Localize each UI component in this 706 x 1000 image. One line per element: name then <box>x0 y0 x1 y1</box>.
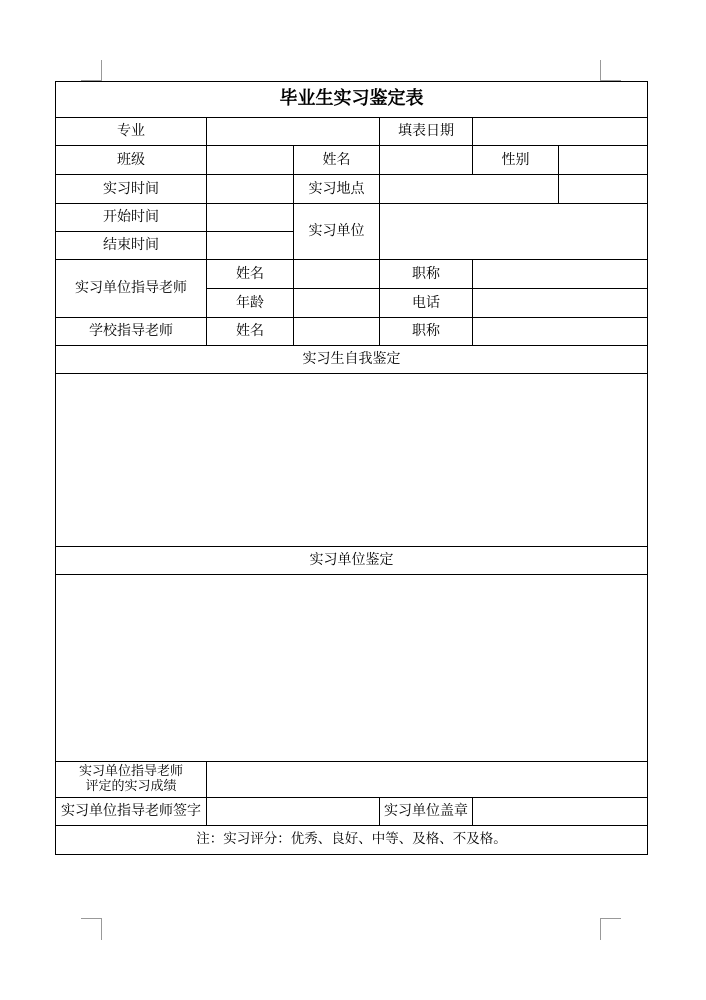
school-advisor-name-field[interactable] <box>294 318 380 346</box>
school-advisor-name-label: 姓名 <box>207 318 294 346</box>
grading-note: 注：实习评分：优秀、良好、中等、及格、不及格。 <box>56 826 648 855</box>
advisor-grade-field[interactable] <box>207 762 648 798</box>
crop-mark-bottom-left-vertical <box>101 918 102 940</box>
crop-mark-bottom-right-horizontal <box>600 918 621 919</box>
advisor-age-label: 年龄 <box>207 289 294 318</box>
intern-location-field[interactable] <box>380 175 559 204</box>
advisor-signature-field[interactable] <box>207 798 380 826</box>
gender-label: 性别 <box>473 146 559 175</box>
crop-mark-top-left-vertical <box>101 60 102 81</box>
advisor-title-field[interactable] <box>473 260 648 289</box>
end-time-label: 结束时间 <box>56 232 207 260</box>
intern-unit-label: 实习单位 <box>294 204 380 260</box>
advisor-signature-label: 实习单位指导老师签字 <box>56 798 207 826</box>
intern-unit-field[interactable] <box>380 204 648 260</box>
crop-mark-bottom-left-horizontal <box>81 918 102 919</box>
intern-time-field[interactable] <box>207 175 294 204</box>
intern-location-extra-field[interactable] <box>559 175 648 204</box>
name-label: 姓名 <box>294 146 380 175</box>
advisor-name-label: 姓名 <box>207 260 294 289</box>
internship-appraisal-form <box>55 81 648 855</box>
school-advisor-label: 学校指导老师 <box>56 318 207 346</box>
fill-date-label: 填表日期 <box>380 118 473 146</box>
unit-advisor-label: 实习单位指导老师 <box>56 260 207 318</box>
major-field[interactable] <box>207 118 380 146</box>
crop-mark-bottom-right-vertical <box>600 918 601 940</box>
advisor-name-field[interactable] <box>294 260 380 289</box>
unit-assessment-area[interactable] <box>56 575 648 762</box>
gender-field[interactable] <box>559 146 648 175</box>
self-assessment-area[interactable] <box>56 374 648 547</box>
start-time-label: 开始时间 <box>56 204 207 232</box>
self-assessment-header: 实习生自我鉴定 <box>56 346 648 374</box>
intern-time-label: 实习时间 <box>56 175 207 204</box>
advisor-grade-label-line2: 评定的实习成绩 <box>85 778 177 794</box>
advisor-grade-label-line1: 实习单位指导老师 <box>78 764 183 780</box>
class-field[interactable] <box>207 146 294 175</box>
unit-stamp-label: 实习单位盖章 <box>380 798 473 826</box>
unit-stamp-field[interactable] <box>473 798 648 826</box>
name-field[interactable] <box>380 146 473 175</box>
major-label: 专业 <box>56 118 207 146</box>
school-advisor-title-label: 职称 <box>380 318 473 346</box>
advisor-phone-field[interactable] <box>473 289 648 318</box>
start-time-field[interactable] <box>207 204 294 232</box>
advisor-age-field[interactable] <box>294 289 380 318</box>
class-label: 班级 <box>56 146 207 175</box>
advisor-title-label: 职称 <box>380 260 473 289</box>
end-time-field[interactable] <box>207 232 294 260</box>
intern-location-label: 实习地点 <box>294 175 380 204</box>
fill-date-field[interactable] <box>473 118 648 146</box>
advisor-grade-label <box>56 762 207 798</box>
unit-assessment-header: 实习单位鉴定 <box>56 547 648 575</box>
advisor-phone-label: 电话 <box>380 289 473 318</box>
crop-mark-top-right-vertical <box>600 60 601 81</box>
school-advisor-title-field[interactable] <box>473 318 648 346</box>
form-title: 毕业生实习鉴定表 <box>56 82 648 118</box>
